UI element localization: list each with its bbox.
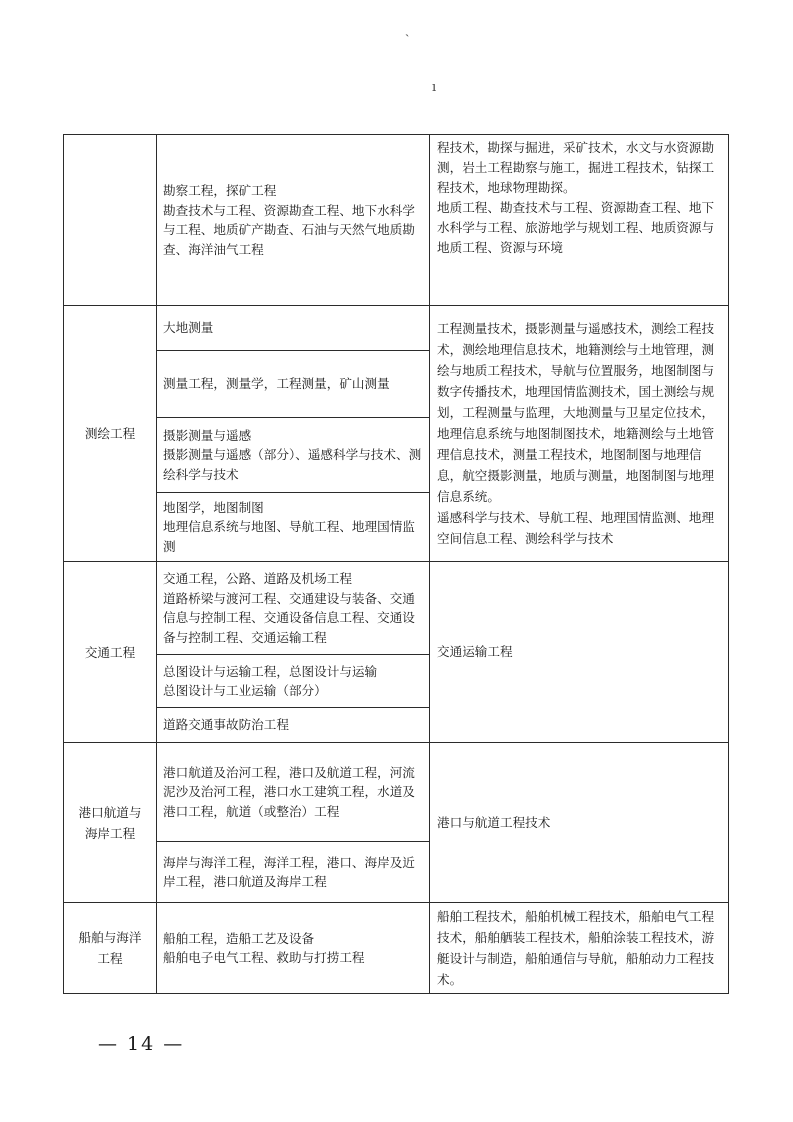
scan-mark: ˎ [405,23,410,38]
vocational-major-cell [430,743,729,903]
major-title: 大地测量 [163,320,214,336]
major-title: 道路交通事故防治工程 [163,717,289,733]
major-items: 船舶电子电气工程、救助与打捞工程 [163,950,365,965]
major-items: 总图设计与工业运输（部分） [163,683,327,698]
undergrad-major-cell [157,655,430,708]
undergrad-major-cell [157,708,430,743]
major-title: 总图设计与运输工程，总图设计与运输 [163,663,378,679]
undergrad-major-cell [157,418,430,493]
undergrad-major-cell [157,743,430,842]
discipline-cell [64,903,157,994]
discipline-table [63,134,729,994]
undergrad-major-cell [157,842,430,903]
page-number: — 14 — [98,1033,185,1055]
vocational-text: 交通运输工程 [437,644,513,660]
major-items: 勘查技术与工程、资源勘查工程、地下水科学与工程、地质矿产勘查、石油与天然气地质勘查、海洋油气工程 [163,202,415,257]
scan-mark: ı [432,80,437,95]
table-row [64,306,729,351]
vocational-major-cell [430,562,729,743]
discipline-cell [64,562,157,743]
major-title: 海岸与海洋工程，海洋工程，港口、海岸及近岸工程，港口航道及海岸工程 [163,854,415,889]
vocational-text: 船舶工程技术，船舶机械工程技术，船舶电气工程技术，船舶舾装工程技术，船舶涂装工程技术，游艇设计与制造，船舶通信与导航，船舶动力工程技术。 [437,909,715,987]
vocational-text: 工程测量技术，摄影测量与遥感技术，测绘工程技术，测绘地理信息技术，地籍测绘与土地管理，测绘与地质工程技术，导航与位置服务，地图制图与数字传播技术，地理国情监测技术，国土测绘与规划，工程测量与监理，大地测量与卫星定位技术，地理信息系统与地图制图技术，地籍测绘与土地管理信息技术，测量工程技术，地图制图与地理信息，航空摄影测量，地质与测量，地图制图与地理信息系统。 遥感科学与技术、导航工程、地理国情监测、地理空间信息工程、测绘科学与技术 [437,321,715,546]
vocational-text: 程技术，勘探与掘进，采矿技术，水文与水资源勘测，岩土工程勘察与施工，掘进工程技术，钻探工程技术，地球物理勘探。 地质工程、勘查技术与工程、资源勘查工程、地下水科学与工程、旅游地学与规划工程、地质资源与地质工程、资源与环境 [437,140,715,255]
major-title: 测量工程，测量学，工程测量，矿山测量 [163,376,390,392]
vocational-major-cell [430,135,729,306]
table-row [64,743,729,842]
undergrad-major-cell [157,562,430,655]
major-title: 港口航道及治河工程，港口及航道工程，河流泥沙及治河工程，港口水工建筑工程，水道及港口工程，航道（或整治）工程 [163,764,415,819]
undergrad-major-cell [157,306,430,351]
vocational-major-cell [430,306,729,562]
major-title: 摄影测量与遥感 [163,427,252,443]
major-title: 船舶工程，造船工艺及设备 [163,930,315,946]
discipline-name: 船舶与海洋工程 [78,930,142,966]
discipline-cell [64,743,157,903]
major-title: 地图学，地图制图 [163,499,264,515]
major-items: 摄影测量与遥感（部分）、遥感科学与技术、测绘科学与技术 [163,447,422,482]
vocational-text: 港口与航道工程技术 [437,814,551,830]
vocational-major-cell [430,903,729,994]
undergrad-major-cell [157,903,430,994]
table-row [64,903,729,994]
undergrad-major-cell [157,135,430,306]
discipline-name: 测绘工程 [84,426,136,441]
discipline-name: 港口航道与海岸工程 [78,804,142,841]
major-items: 道路桥梁与渡河工程、交通建设与装备、交通信息与控制工程、交通设备信息工程、交通设备与控制工程、交通运输工程 [163,590,415,645]
discipline-cell [64,135,157,306]
major-title: 交通工程，公路、道路及机场工程 [163,571,352,586]
major-title: 勘察工程，探矿工程 [163,183,277,198]
table-row [64,562,729,655]
major-items: 地理信息系统与地图、导航工程、地理国情监测 [163,519,415,554]
discipline-cell [64,306,157,562]
undergrad-major-cell [157,493,430,562]
undergrad-major-cell [157,351,430,418]
discipline-name: 交通工程 [84,644,136,660]
table-row [64,135,729,306]
